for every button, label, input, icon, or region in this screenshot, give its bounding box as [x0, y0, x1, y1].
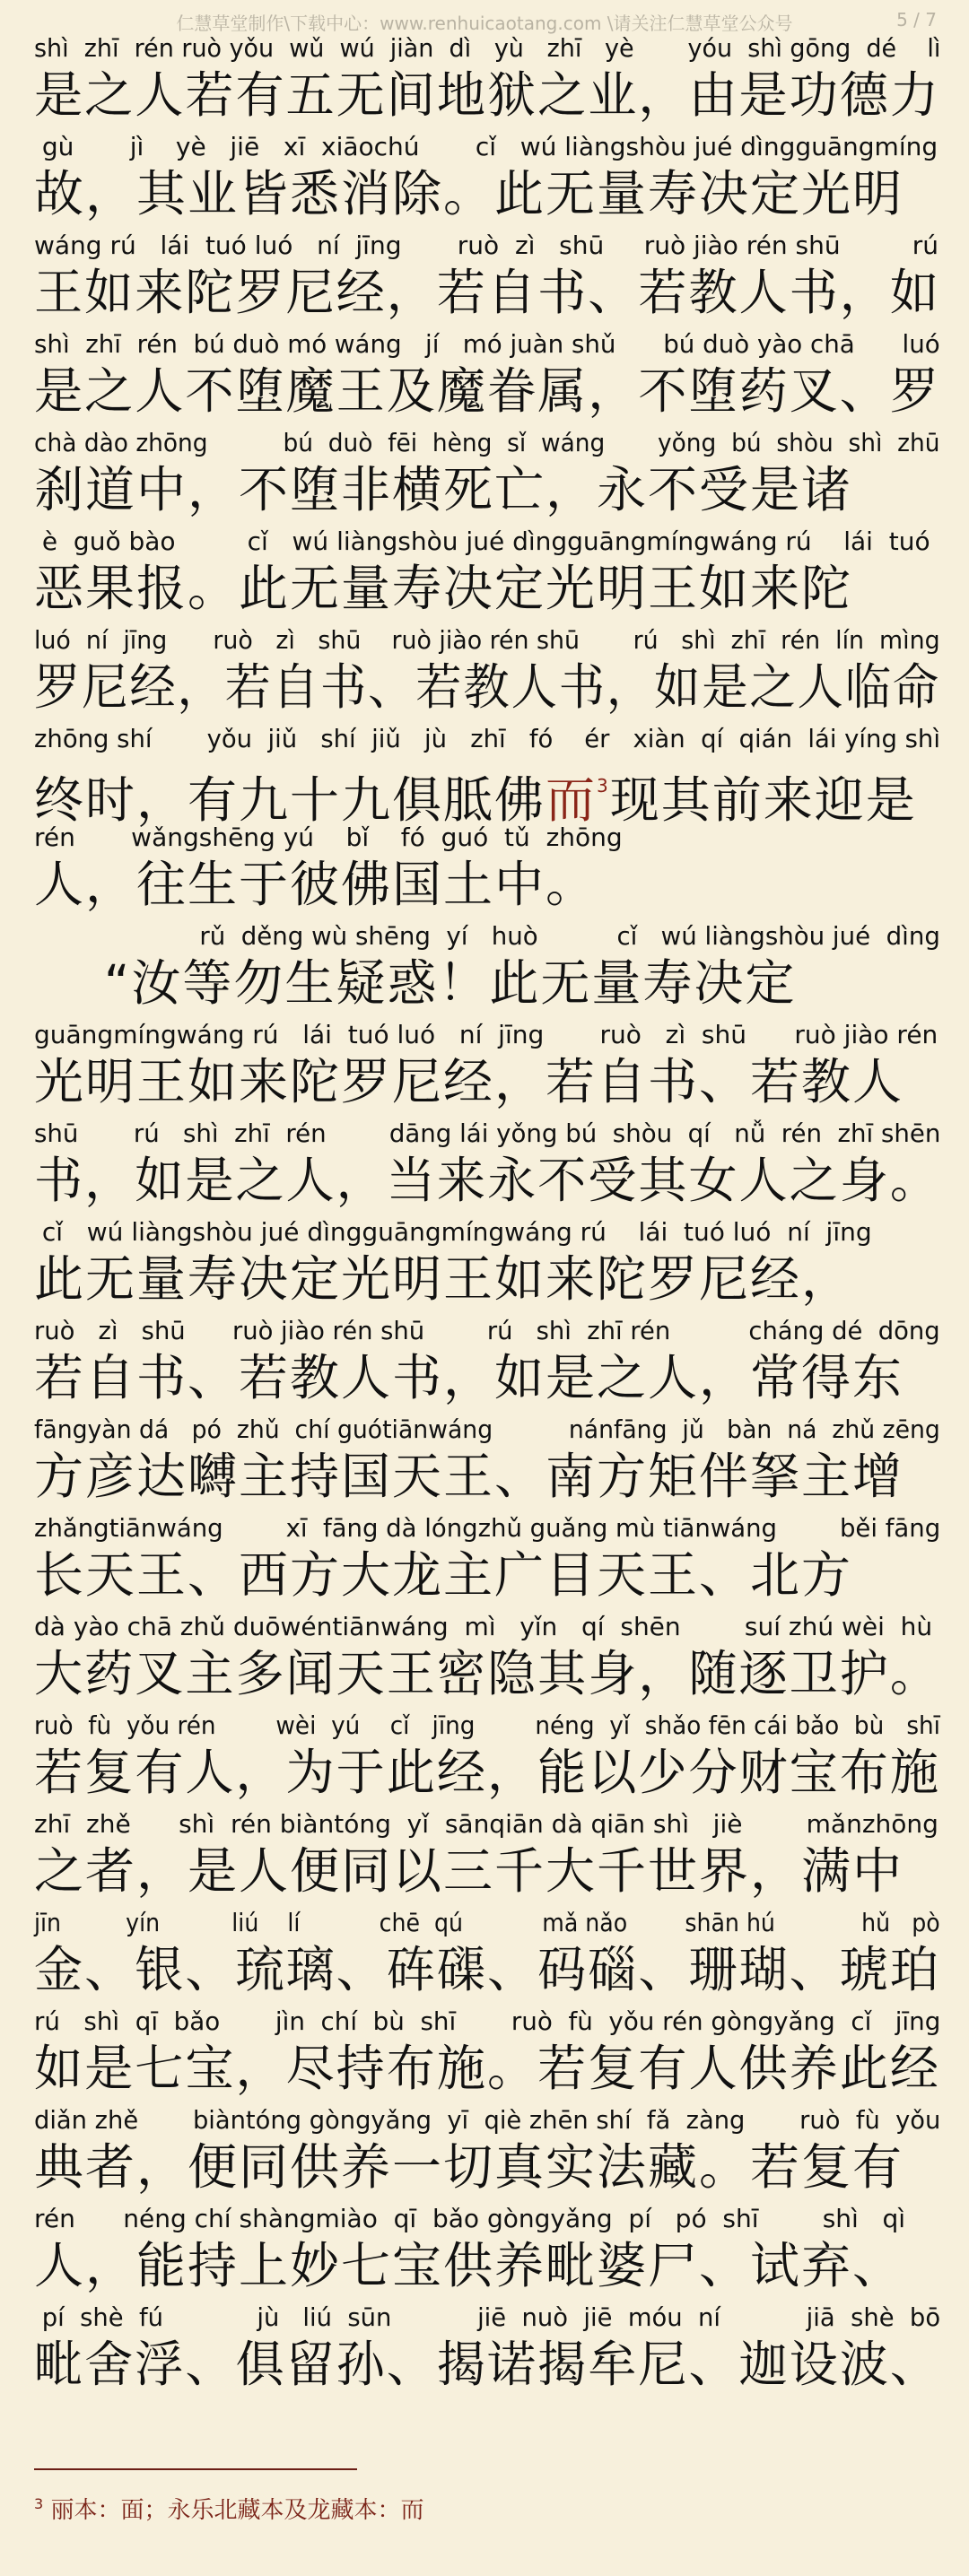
hanzi-row: 是之人若有五无间地狱之业，由是功德力	[34, 66, 941, 124]
pinyin-row: rén wǎngshēng yú bǐ fó guó tǔ zhōng	[34, 822, 623, 852]
text-line	[34, 429, 940, 527]
text-line	[34, 1218, 940, 1317]
pinyin-row: cǐ wú liàngshòu jué dìngguāngmíngwáng rú lái tuó luó ní jīng	[34, 1217, 872, 1247]
pinyin-row: gù jì yè jiē xī xiāochú cǐ wú liàngshòu jué dìngguāngmíng	[34, 132, 938, 161]
text-line	[34, 1119, 940, 1218]
footnote-divider	[34, 2468, 357, 2470]
pinyin-row: wáng rú lái tuó luó ní jīng ruò zì shū ruò jiào rén shū rú	[34, 231, 938, 260]
hanzi-row: 书，如是之人，当来永不受其女人之身。	[34, 1152, 941, 1209]
hanzi-row: “汝等勿生疑惑！此无量寿决定	[34, 954, 797, 1012]
text-line	[34, 1021, 940, 1119]
pinyin-row: rú shì qī bǎo jìn chí bù shī ruò fù yǒu rén gòngyǎng cǐ jīng	[34, 2006, 941, 2036]
page-number: 5 / 7	[896, 9, 937, 30]
hanzi-row: 刹道中，不堕非横死亡，永不受是诸	[34, 461, 853, 518]
text-line	[34, 724, 940, 829]
hanzi-row: 如是七宝，尽持布施。若复有人供养此经	[34, 2040, 941, 2097]
hanzi-row: 金、银、琉璃、砗磲、码碯、珊瑚、琥珀	[34, 1941, 941, 1998]
pinyin-row: ruò zì shū ruò jiào rén shū rú shì zhī rén cháng dé dōng	[34, 1316, 940, 1345]
hanzi-row: 典者，便同供养一切真实法藏。若复有	[34, 2138, 904, 2196]
hanzi-row: 之者，是人便同以三千大千世界，满中	[34, 1842, 904, 1900]
pinyin-row: guāngmíngwáng rú lái tuó luó ní jīng ruò zì shū ruò jiào rén	[34, 1020, 938, 1049]
hanzi-row: 故，其业皆悉消除。此无量寿决定光明	[34, 165, 904, 222]
hanzi-row: 毗舍浮、俱留孙、揭诺揭牟尼、迦设波、	[34, 2336, 941, 2393]
hanzi-row: 大药叉主多闻天王密隐其身，随逐卫护。	[34, 1645, 941, 1702]
pinyin-row: shì zhī rén bú duò mó wáng jí mó juàn shǔ bú duò yào chā luó	[34, 329, 940, 359]
footnote	[34, 2492, 423, 2525]
hanzi-row: 长天王、西方大龙主广目天王、北方	[34, 1546, 853, 1604]
text-line	[34, 133, 940, 231]
text-line	[34, 1613, 940, 1711]
pinyin-row: è guǒ bào cǐ wú liàngshòu jué dìngguāngmíngwáng rú lái tuó	[34, 527, 930, 556]
hanzi-row: 若自书、若教人书，如是之人，常得东	[34, 1349, 904, 1406]
footnote-ref[interactable]: 3	[597, 775, 610, 796]
pinyin-row: pí shè fú jù liú sūn jiē nuò jiē móu ní jiā shè bō	[34, 2302, 941, 2332]
text-line	[34, 1810, 940, 1909]
hanzi-row: 恶果报。此无量寿决定光明王如来陀	[34, 560, 853, 617]
text-line	[34, 823, 940, 922]
pinyin-row: diǎn zhě biàntóng gòngyǎng yī qiè zhēn shí fǎ zàng ruò fù yǒu	[34, 2105, 941, 2135]
hanzi-row: 是之人不堕魔王及魔眷属，不堕药叉、罗	[34, 362, 941, 420]
text-line	[34, 626, 940, 725]
text-line	[34, 2205, 940, 2303]
footnote-text: 丽本：面；永乐北藏本及龙藏本：而	[50, 2497, 424, 2524]
text-line	[34, 2303, 940, 2402]
text-line	[34, 1711, 940, 1810]
page-header	[0, 5, 969, 32]
text-line	[34, 1317, 940, 1415]
hanzi-row: 光明王如来陀罗尼经，若自书、若教人	[34, 1053, 904, 1110]
hanzi-row: 王如来陀罗尼经，若自书、若教人书，如	[34, 264, 941, 321]
pinyin-row: rén néng chí shàngmiào qī bǎo gòngyǎng pí pó shī shì qì	[34, 2204, 906, 2233]
header-title: 仁慧草堂制作\下载中心：www.renhuicaotang.com \请关注仁慧草堂公众号	[176, 13, 793, 34]
text-line	[34, 330, 940, 429]
pinyin-row: luó ní jīng ruò zì shū ruò jiào rén shū rú shì zhī rén lín mìng	[34, 625, 940, 655]
pinyin-row: dà yào chā zhǔ duōwéntiānwáng mì yǐn qí shēn suí zhú wèi hù	[34, 1612, 933, 1641]
hanzi-row: 若复有人，为于此经，能以少分财宝布施	[34, 1744, 941, 1801]
text-line	[34, 527, 940, 626]
pinyin-row: jīn yín liú lí chē qú mǎ nǎo shān hú hǔ pò	[34, 1908, 940, 1937]
hanzi-row: 方彦达嚩主持国天王、南方矩伴拏主增	[34, 1448, 904, 1505]
hanzi-row: 罗尼经，若自书、若教人书，如是之人临命	[34, 658, 941, 716]
pinyin-row: zhī zhě shì rén biàntóng yǐ sānqiān dà qiān shì jiè mǎnzhōng	[34, 1809, 938, 1839]
text-line	[34, 2106, 940, 2205]
pinyin-row: zhōng shí yǒu jiǔ shí jiǔ jù zhī fó ér xiàn qí qián lái yíng shì	[34, 724, 940, 753]
hanzi-row: 终时，有九十九俱胝佛而$^3$现其前来迎是	[34, 771, 917, 829]
hanzi-row: 此无量寿决定光明王如来陀罗尼经，	[34, 1250, 853, 1308]
text-line	[34, 34, 940, 133]
text-line	[34, 1415, 940, 1514]
hanzi-row: 人，往生于彼佛国土中。	[34, 856, 598, 913]
footnote-mark: 3	[34, 2495, 44, 2512]
text-line	[34, 231, 940, 330]
pinyin-row: shū rú shì zhī rén dāng lái yǒng bú shòu qí nǚ rén zhī shēn	[34, 1118, 941, 1148]
text-line	[34, 922, 940, 1021]
pinyin-row: fāngyàn dá pó zhǔ chí guótiānwáng nánfāng jǔ bàn ná zhǔ zēng	[34, 1414, 940, 1444]
variant-character: 而	[546, 771, 598, 829]
pinyin-row: rǔ děng wù shēng yí huò cǐ wú liàngshòu jué dìng	[34, 921, 940, 951]
hanzi-row: 人，能持上妙七宝供养毗婆尸、试弃、	[34, 2237, 904, 2294]
scripture-text	[34, 34, 940, 2402]
pinyin-row: shì zhī rén ruò yǒu wǔ wú jiàn dì yù zhī yè yóu shì gōng dé lì	[34, 33, 941, 63]
text-line	[34, 2007, 940, 2106]
text-line	[34, 1514, 940, 1613]
pinyin-row: chà dào zhōng bú duò fēi hèng sǐ wáng yǒng bú shòu shì zhū	[34, 428, 940, 457]
pinyin-row: ruò fù yǒu rén wèi yú cǐ jīng néng yǐ shǎo fēn cái bǎo bù shī	[34, 1710, 940, 1740]
pinyin-row: zhǎngtiānwáng xī fāng dà lóngzhǔ guǎng mù tiānwáng běi fāng	[34, 1513, 941, 1543]
text-line	[34, 1909, 940, 2007]
